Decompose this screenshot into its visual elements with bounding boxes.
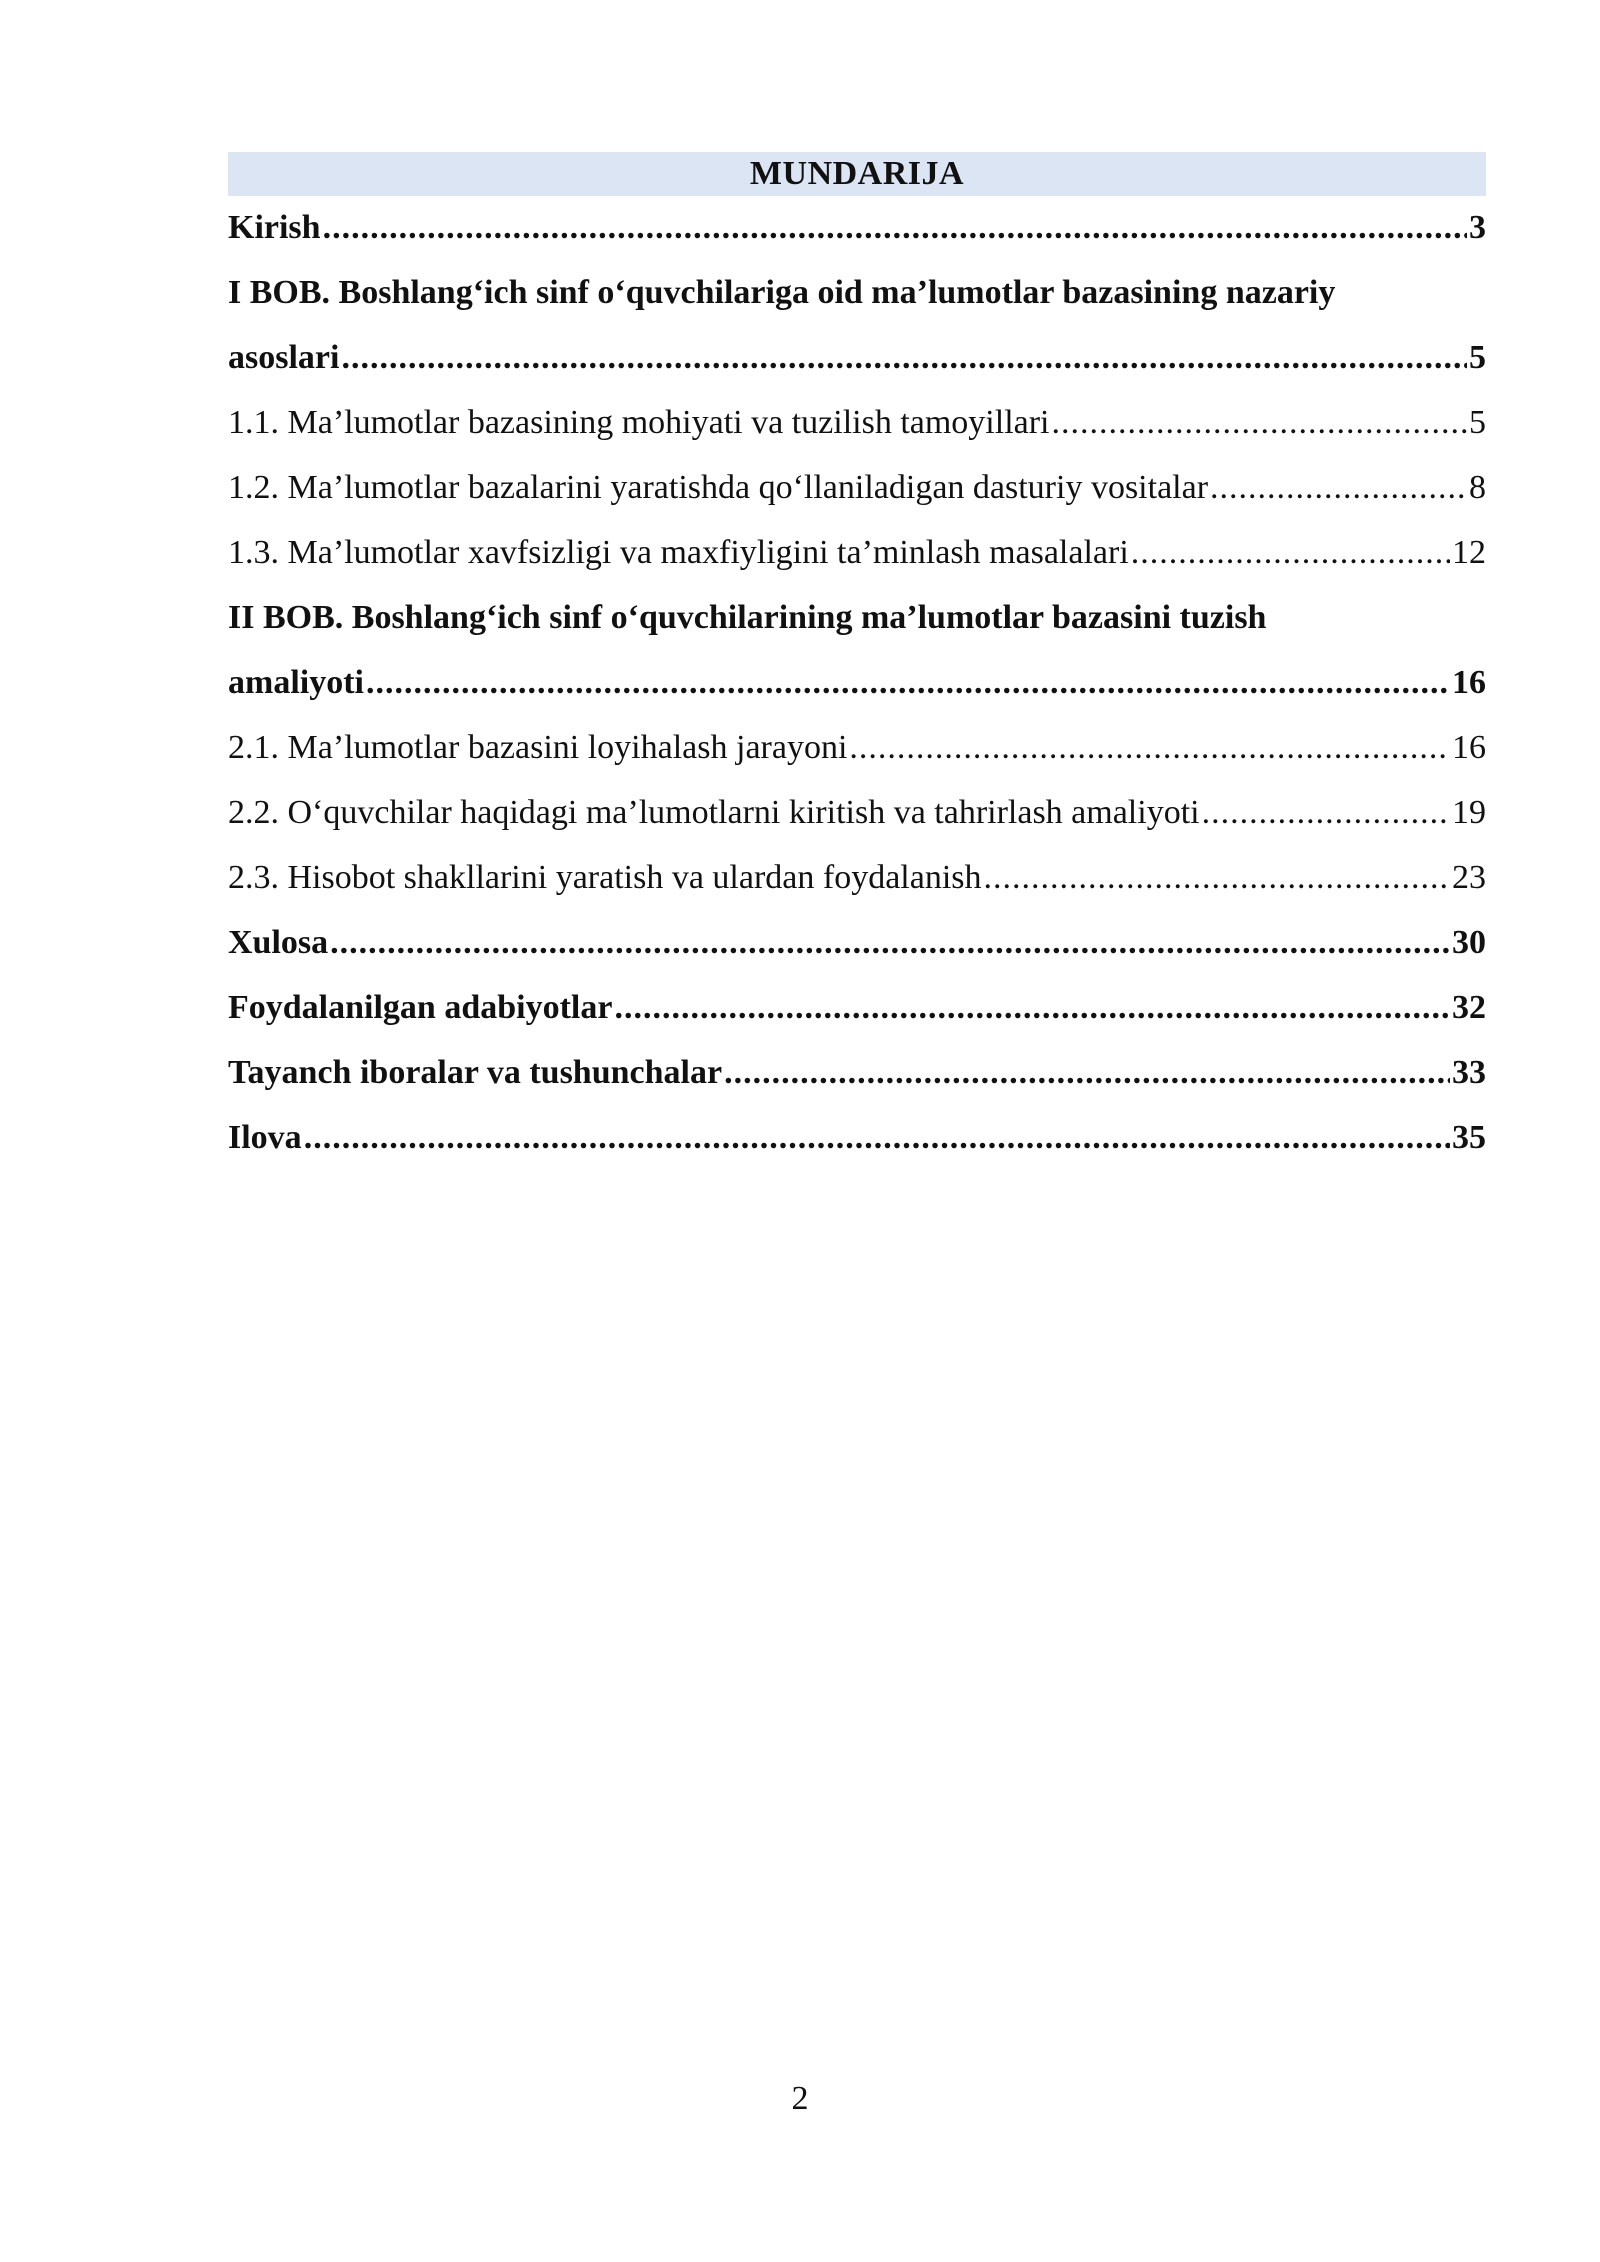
toc-entry-text: 1.1. Ma’lumotlar bazasining mohiyati va tuzilish tamoyillari [228,404,1050,441]
toc-entry-text: Xulosa [228,924,329,961]
toc-entry-page: 35 [1452,1119,1486,1156]
toc-entry-text: Foydalanilgan adabiyotlar [228,989,613,1026]
toc-entry-1-1[interactable] [228,390,1486,455]
toc-entry-text: Kirish [228,209,321,246]
toc-entry-text: 2.1. Ma’lumotlar bazasini loyihalash jarayoni [228,729,848,766]
toc-entry-page: 3 [1469,209,1486,246]
table-of-contents [228,152,1486,1170]
toc-leader-dots [341,325,1467,390]
toc-entry-text: 1.2. Ma’lumotlar bazalarini yaratishda qo‘llaniladigan dasturiy vositalar [228,469,1209,506]
toc-entry-text: Ilova [228,1119,302,1156]
toc-leader-dots [984,845,1451,910]
toc-entry-chapter-2[interactable] [228,650,1486,715]
toc-entry-adabiyotlar[interactable] [228,975,1486,1040]
toc-entry-1-2[interactable] [228,455,1486,520]
toc-entry-text: 2.3. Hisobot shakllarini yaratish va ulardan foydalanish [228,859,982,896]
toc-entry-text: Tayanch iboralar va tushunchalar [228,1054,723,1091]
toc-entry-page: 32 [1452,989,1486,1026]
toc-entry-text: asoslari [228,339,340,376]
toc-entry-chapter-1[interactable] [228,325,1486,390]
toc-leader-dots [323,196,1467,260]
toc-leader-dots [1131,520,1450,585]
toc-leader-dots [724,1040,1450,1105]
toc-entry-page: 23 [1452,859,1486,896]
toc-entry-text: 2.2. O‘quvchilar haqidagi ma’lumotlarni kiritish va tahrirlash amaliyoti [228,794,1200,831]
toc-entry-page: 19 [1452,794,1486,831]
toc-entry-page: 12 [1452,534,1486,571]
toc-entry-page: 16 [1452,729,1486,766]
toc-entry-kirish[interactable] [228,196,1486,260]
toc-entry-1-3[interactable] [228,520,1486,585]
toc-leader-dots [1202,780,1450,845]
toc-entry-page: 16 [1452,664,1486,701]
toc-leader-dots [614,975,1450,1040]
toc-title: MUNDARIJA [228,152,1486,196]
toc-leader-dots [849,715,1450,780]
page-number: 2 [791,2080,809,2117]
toc-leader-dots [1052,390,1468,455]
toc-entry-tayanch-iboralar[interactable] [228,1040,1486,1105]
toc-entry-page: 33 [1452,1054,1486,1091]
toc-entry-page: 5 [1469,404,1486,441]
toc-entry-2-2[interactable] [228,780,1486,845]
toc-entry-text: 1.3. Ma’lumotlar xavfsizligi va maxfiyligini ta’minlash masalalari [228,534,1129,571]
toc-chapter-heading-2[interactable]: II BOB. Boshlang‘ich sinf o‘quvchilarining ma’lumotlar bazasini tuzish [228,599,1267,636]
toc-leader-dots [330,910,1450,975]
toc-entry-text: amaliyoti [228,664,364,701]
toc-entry-ilova[interactable] [228,1105,1486,1170]
toc-leader-dots [1210,455,1467,520]
toc-leader-dots [304,1105,1450,1170]
toc-entry-page: 30 [1452,924,1486,961]
toc-chapter-heading-1[interactable]: I BOB. Boshlang‘ich sinf o‘quvchilariga oid ma’lumotlar bazasining nazariy [228,274,1336,311]
toc-leader-dots [366,650,1450,715]
toc-entry-2-1[interactable] [228,715,1486,780]
toc-entry-page: 8 [1469,469,1486,506]
toc-entry-page: 5 [1469,339,1486,376]
toc-entry-xulosa[interactable] [228,910,1486,975]
toc-entry-2-3[interactable] [228,845,1486,910]
